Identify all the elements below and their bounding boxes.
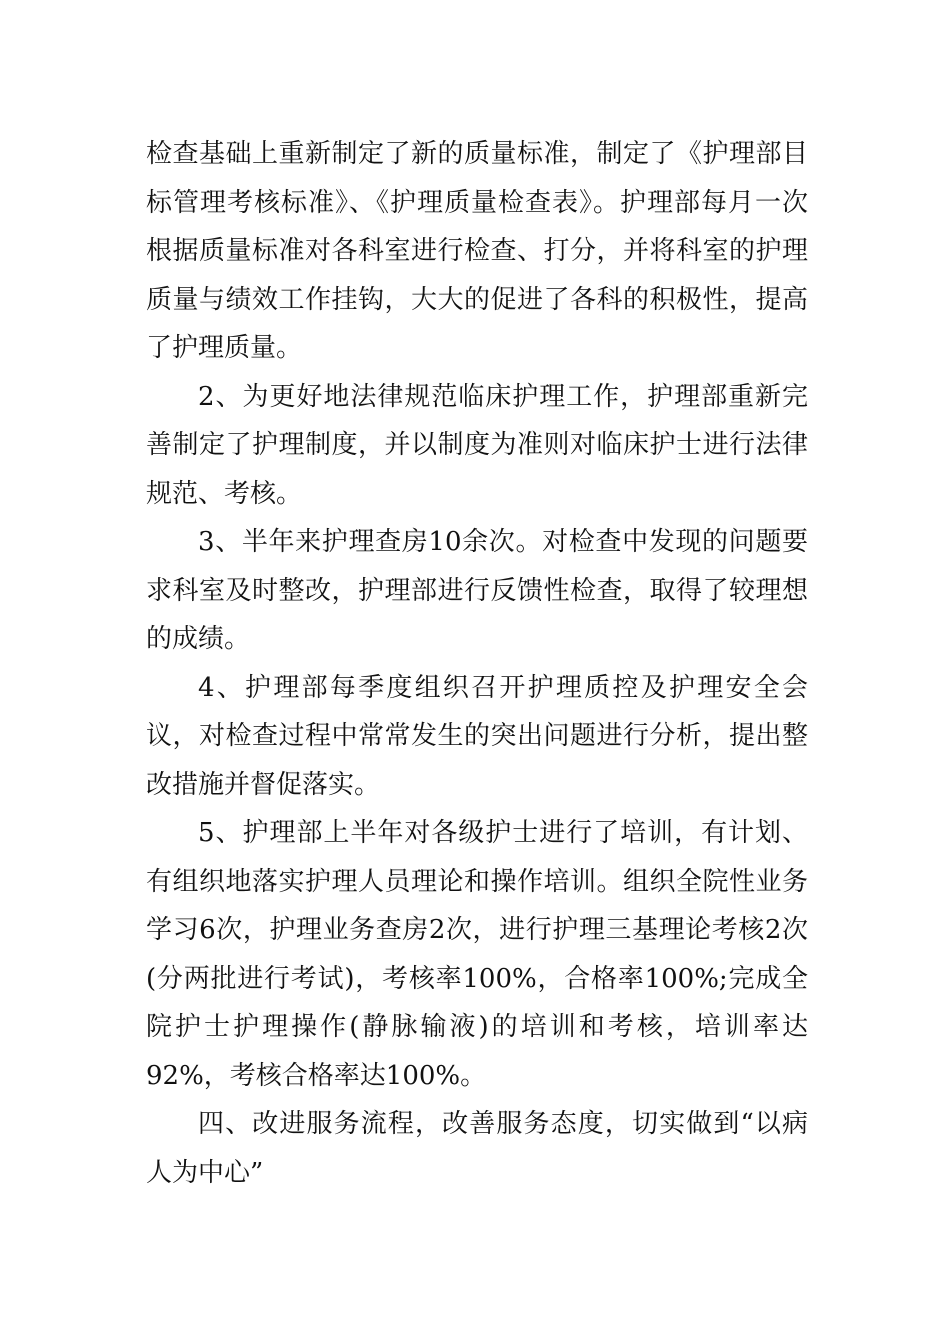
paragraph-item-4: 4、护理部每季度组织召开护理质控及护理安全会议，对检查过程中常常发生的突出问题进行分析，提出整改措施并督促落实。 <box>146 672 808 800</box>
paragraph-quality-standards: 检查基础上重新制定了新的质量标准，制定了《护理部目标管理考核标准》、《护理质量检查表》。护理部每月一次根据质量标准对各科室进行检查、打分，并将科室的护理质量与绩效工作挂钩，大大的促进了各科的积极性，提高了护理质量。 <box>146 139 808 363</box>
paragraph-item-3: 3、半年来护理查房10余次。对检查中发现的问题要求科室及时整改，护理部进行反馈性检查，取得了较理想的成绩。 <box>146 527 808 654</box>
document-body <box>146 130 808 1197</box>
section-heading-four: 四、改进服务流程，改善服务态度，切实做到“以病人为中心” <box>146 1109 808 1188</box>
paragraph-item-5: 5、护理部上半年对各级护士进行了培训，有计划、有组织地落实护理人员理论和操作培训。组织全院性业务学习6次，护理业务查房2次，进行护理三基理论考核2次(分两批进行考试)，考核率100%，合格率100%;完成全院护士护理操作(静脉输液)的培训和考核，培训率达92%，考核合格率达100%。 <box>146 818 808 1091</box>
paragraph-item-2: 2、为更好地法律规范临床护理工作，护理部重新完善制定了护理制度，并以制度为准则对临床护士进行法律规范、考核。 <box>146 381 808 509</box>
